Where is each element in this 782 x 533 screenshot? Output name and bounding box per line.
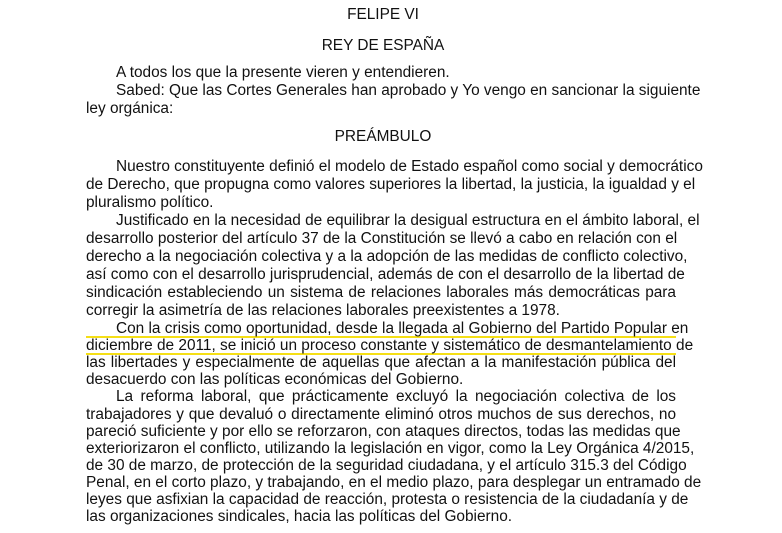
paragraph-line: sindicación estableciendo un sistema de relaciones laborales más democráticas para xyxy=(86,284,676,301)
paragraph-line: desacuerdo con las políticas económicas del Gobierno. xyxy=(86,371,464,389)
paragraph-line: desarrollo posterior del artículo 37 de la Constitución se llevó a cabo en relación con el xyxy=(86,230,678,247)
paragraph-line: así como con el desarrollo jurisprudencial, además de con el desarrollo de la libertad de xyxy=(86,266,685,283)
paragraph-line: de Derecho, que propugna como valores superiores la libertad, la justicia, la igualdad y el xyxy=(86,176,696,193)
paragraph-line: trabajadores y que devaluó o directamente eliminó otros muchos de sus derechos, no xyxy=(86,405,676,423)
highlighted-paragraph-line: diciembre de 2011, se inició un proceso constante y sistemático de desmantelamiento de xyxy=(86,337,694,355)
paragraph-line: las organizaciones sindicales, hacia las políticas del Gobierno. xyxy=(86,508,513,526)
paragraph-line: exteriorizaron el conflicto, utilizando la legislación en vigor, como la Ley Orgánica 4/2015, xyxy=(86,439,695,457)
paragraph-line: Nuestro constituyente definió el modelo de Estado español como social y democrático xyxy=(116,158,703,175)
paragraph-line: Penal, en el corto plazo, y trabajando, en el medio plazo, para desplegar un entramado de xyxy=(86,473,702,491)
highlighted-paragraph-line: Con la crisis como oportunidad, desde la llegada al Gobierno del Partido Popular en xyxy=(116,320,689,337)
paragraph-line: derecho a la negociación colectiva y a la adopción de las medidas de conflicto colectivo, xyxy=(86,248,688,265)
preamble-title: PREÁMBULO xyxy=(334,128,432,145)
paragraph-line: Justificado en la necesidad de equilibrar la desigual estructura en el ámbito laboral, el xyxy=(116,212,700,229)
paragraph-line: corregir la asimetría de las relaciones laborales preexistentes a 1978. xyxy=(86,302,560,319)
intro-line: ley orgánica: xyxy=(86,100,174,117)
paragraph-line: pluralismo político. xyxy=(86,194,214,211)
king-name: FELIPE VI xyxy=(347,6,419,23)
paragraph-line: las libertades y especialmente de aquellas que afectan a la manifestación pública del xyxy=(86,354,676,372)
intro-line: Sabed: Que las Cortes Generales han aprobado y Yo vengo en sancionar la siguiente xyxy=(116,82,701,99)
paragraph-line: leyes que asfixian la capacidad de reacción, protesta o resistencia de la ciudadanía y de xyxy=(86,491,689,508)
king-title: REY DE ESPAÑA xyxy=(321,37,445,54)
paragraph-line: pareció suficiente y por ello se reforzaron, con ataques directos, todas las medidas que xyxy=(86,422,681,440)
paragraph-line: La reforma laboral, que prácticamente excluyó la negociación colectiva de los xyxy=(116,388,676,406)
paragraph-line: de 30 de marzo, de protección de la seguridad ciudadana, y el artículo 315.3 del Código xyxy=(86,456,687,474)
intro-line: A todos los que la presente vieren y entendieren. xyxy=(116,64,450,81)
